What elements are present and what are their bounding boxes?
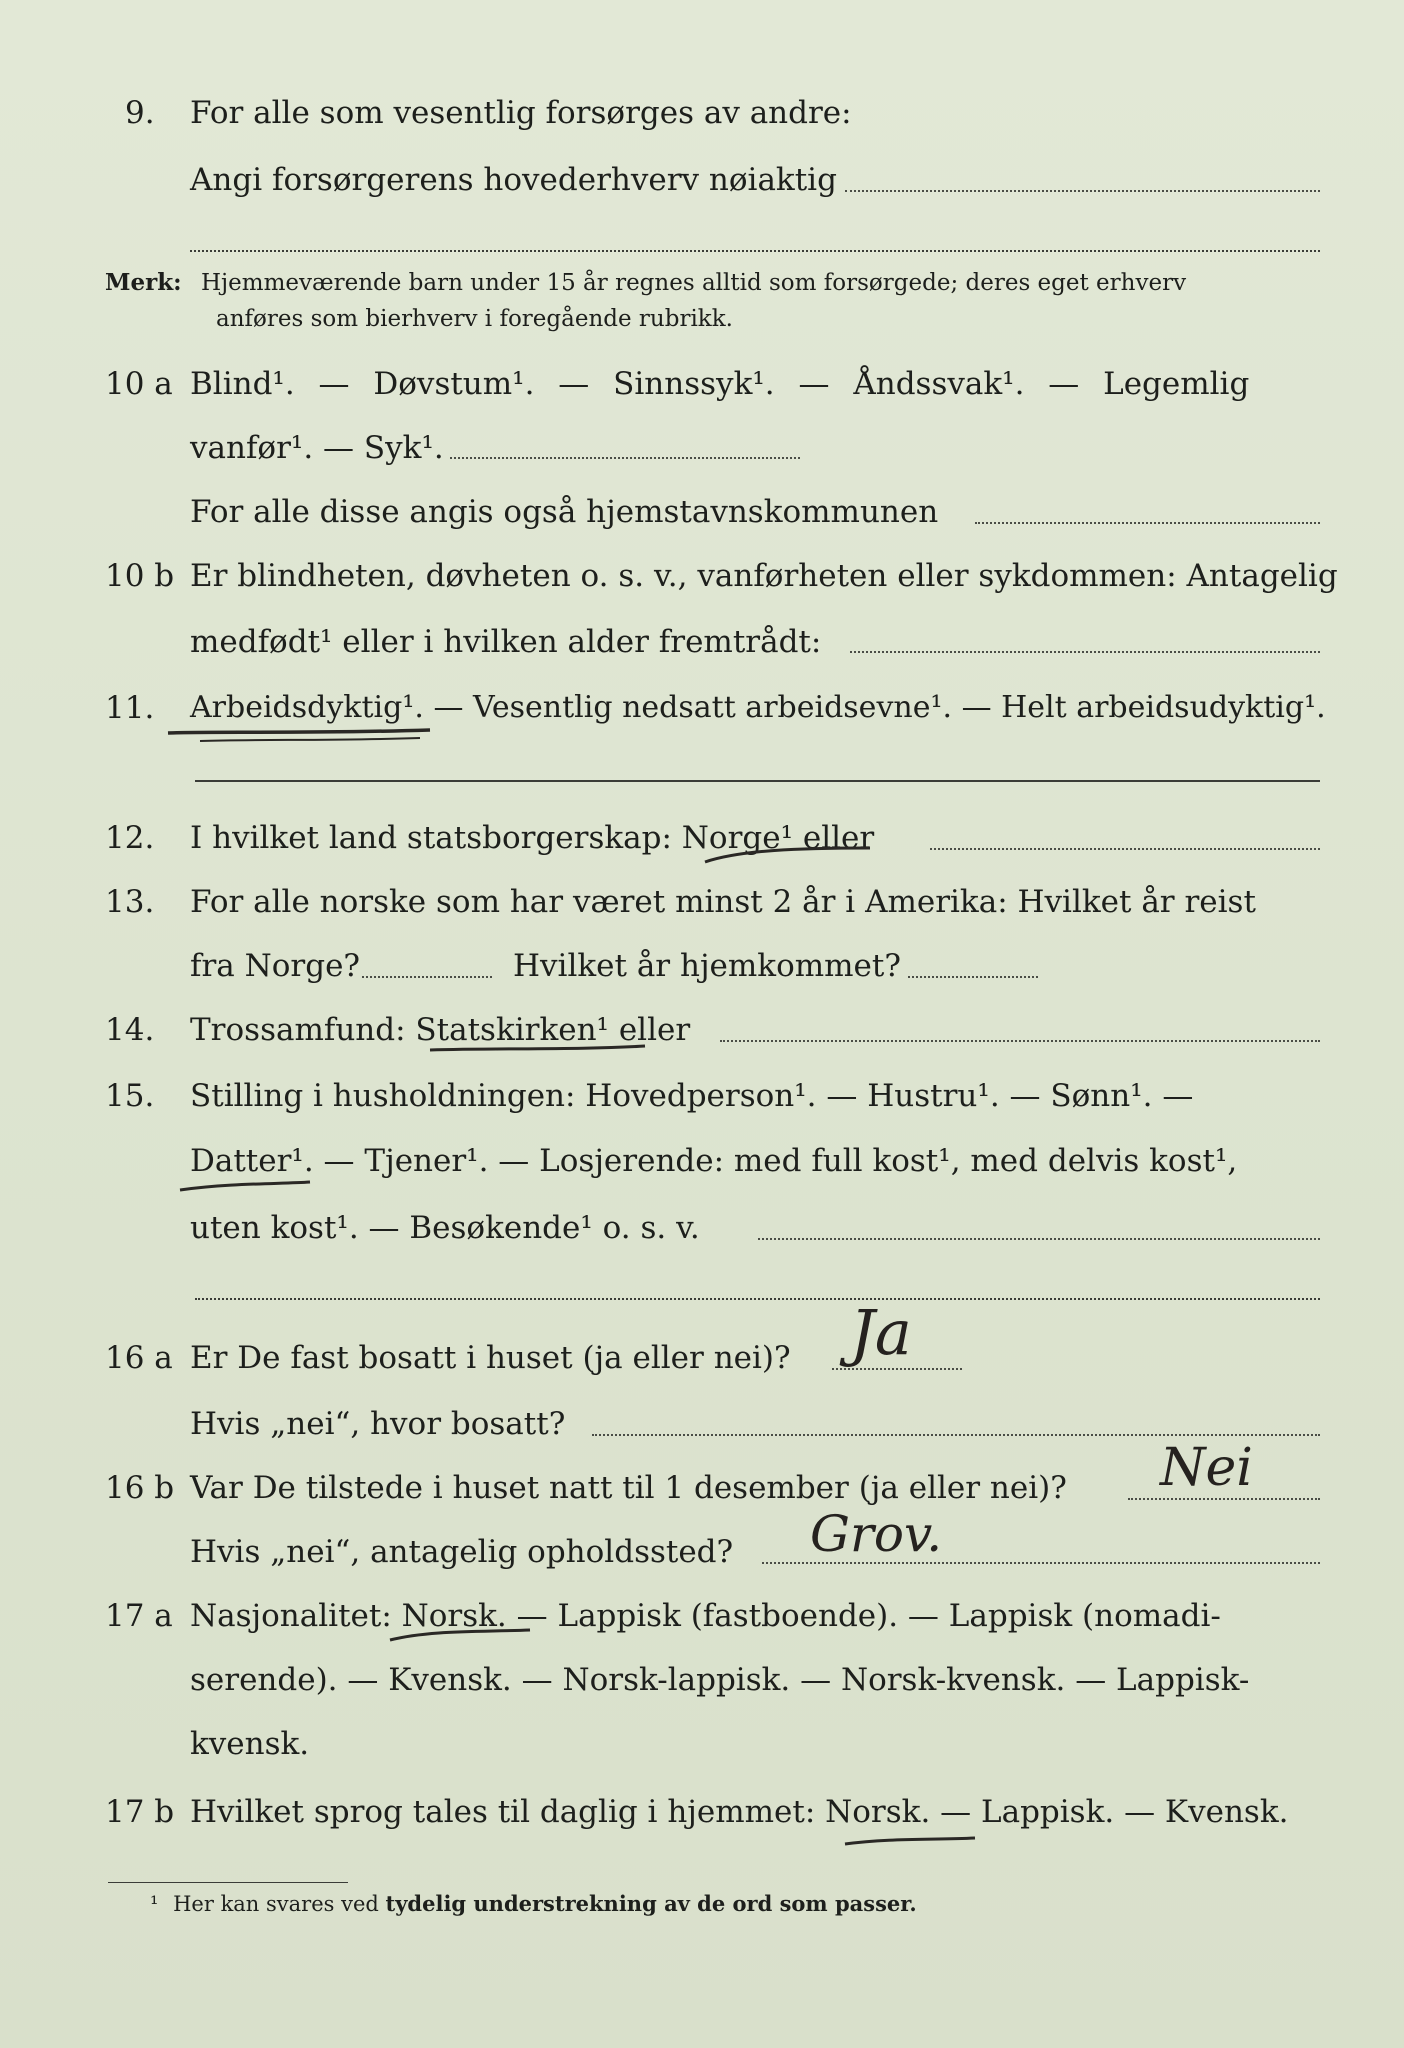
question-17a-line-2: serende). — Kvensk. — Norsk-lappisk. — Norsk-kvensk. — Lappisk-	[190, 1662, 1250, 1698]
question-16b-answer-handwritten: Nei	[1160, 1438, 1253, 1498]
question-17a-line-1: Nasjonalitet: Norsk. — Lappisk (fastboende). — Lappisk (nomadi-	[190, 1598, 1221, 1634]
question-16a-number: 16 a	[105, 1340, 173, 1376]
question-16b-place-handwritten: Grov.	[810, 1505, 943, 1563]
question-10b-line-2: medfødt¹ eller i hvilken alder fremtrådt:	[190, 624, 822, 660]
question-14-number: 14.	[105, 1012, 155, 1048]
question-10a-line-1: Blind¹. — Døvstum¹. — Sinnssyk¹. — Åndssvak¹. — Legemlig	[190, 366, 1250, 402]
underline-arbeidsdyktig	[168, 730, 430, 733]
question-16a-answer-handwritten: Ja	[850, 1296, 912, 1369]
question-9-line-2: Angi forsørgerens hovederhverv nøiaktig	[190, 162, 837, 198]
question-13-number: 13.	[105, 884, 155, 920]
question-16a-line-2: Hvis „nei“, hvor bosatt?	[190, 1406, 566, 1442]
footnote-text-bold: tydelig understrekning av de ord som passer.	[385, 1891, 917, 1916]
question-10a-line-2: vanfør¹. — Syk¹.	[190, 430, 444, 466]
note-line-2: anføres som bierhverv i foregående rubrikk.	[216, 306, 733, 332]
question-12-number: 12.	[105, 820, 155, 856]
question-10a-line-3: For alle disse angis også hjemstavnskommunen	[190, 494, 939, 530]
question-17b-number: 17 b	[105, 1794, 175, 1830]
question-16a-line-1: Er De fast bosatt i huset (ja eller nei)?	[190, 1340, 791, 1376]
question-17a-line-3: kvensk.	[190, 1726, 310, 1762]
note-label: Merk:	[105, 269, 182, 296]
question-15-number: 15.	[105, 1078, 155, 1114]
footnote-mark: ¹	[150, 1892, 159, 1916]
question-16b-line-1: Var De tilstede i huset natt til 1 desember (ja eller nei)?	[190, 1470, 1067, 1506]
underline-datter	[180, 1182, 310, 1190]
note-text-1: Hjemmeværende barn under 15 år regnes alltid som forsørgede; deres eget erhverv	[200, 270, 1187, 296]
question-13-line-2b: Hvilket år hjemkommet?	[513, 948, 901, 984]
question-13-line-1: For alle norske som har været minst 2 år i Amerika: Hvilket år reist	[190, 884, 1256, 920]
question-9-line-1: For alle som vesentlig forsørges av andre:	[190, 95, 852, 131]
question-16b-number: 16 b	[105, 1470, 175, 1506]
underline-norsk-17a	[390, 1630, 530, 1640]
question-11-line-1: Arbeidsdyktig¹. — Vesentlig nedsatt arbeidsevne¹. — Helt arbeidsudyktig¹.	[190, 690, 1326, 725]
footnote-text: Her kan svares ved	[173, 1892, 379, 1916]
question-10a-number: 10 a	[105, 366, 173, 402]
underline-statskirken	[430, 1046, 645, 1050]
question-13-line-2a: fra Norge?	[190, 948, 361, 984]
question-17a-number: 17 a	[105, 1598, 173, 1634]
question-9-number: 9.	[125, 95, 155, 131]
question-15-line-1: Stilling i husholdningen: Hovedperson¹. — Hustru¹. — Sønn¹. —	[190, 1078, 1194, 1114]
question-16b-line-2: Hvis „nei“, antagelig opholdssted?	[190, 1534, 734, 1570]
question-12-line-1: I hvilket land statsborgerskap: Norge¹ eller	[190, 820, 875, 856]
question-11-number: 11.	[105, 690, 155, 726]
question-14-line-1: Trossamfund: Statskirken¹ eller	[190, 1012, 691, 1048]
question-17b-line-1: Hvilket sprog tales til daglig i hjemmet: Norsk. — Lappisk. — Kvensk.	[190, 1794, 1289, 1830]
question-10b-line-1: Er blindheten, døvheten o. s. v., vanførheten eller sykdommen: Antagelig	[190, 558, 1338, 594]
underline-norge	[705, 848, 870, 862]
question-15-line-3: uten kost¹. — Besøkende¹ o. s. v.	[190, 1210, 700, 1246]
underline-arbeidsdyktig-2	[200, 738, 420, 741]
underline-norsk-17b	[845, 1838, 975, 1844]
question-15-line-2: Datter¹. — Tjener¹. — Losjerende: med full kost¹, med delvis kost¹,	[190, 1143, 1238, 1179]
question-10b-number: 10 b	[105, 558, 175, 594]
